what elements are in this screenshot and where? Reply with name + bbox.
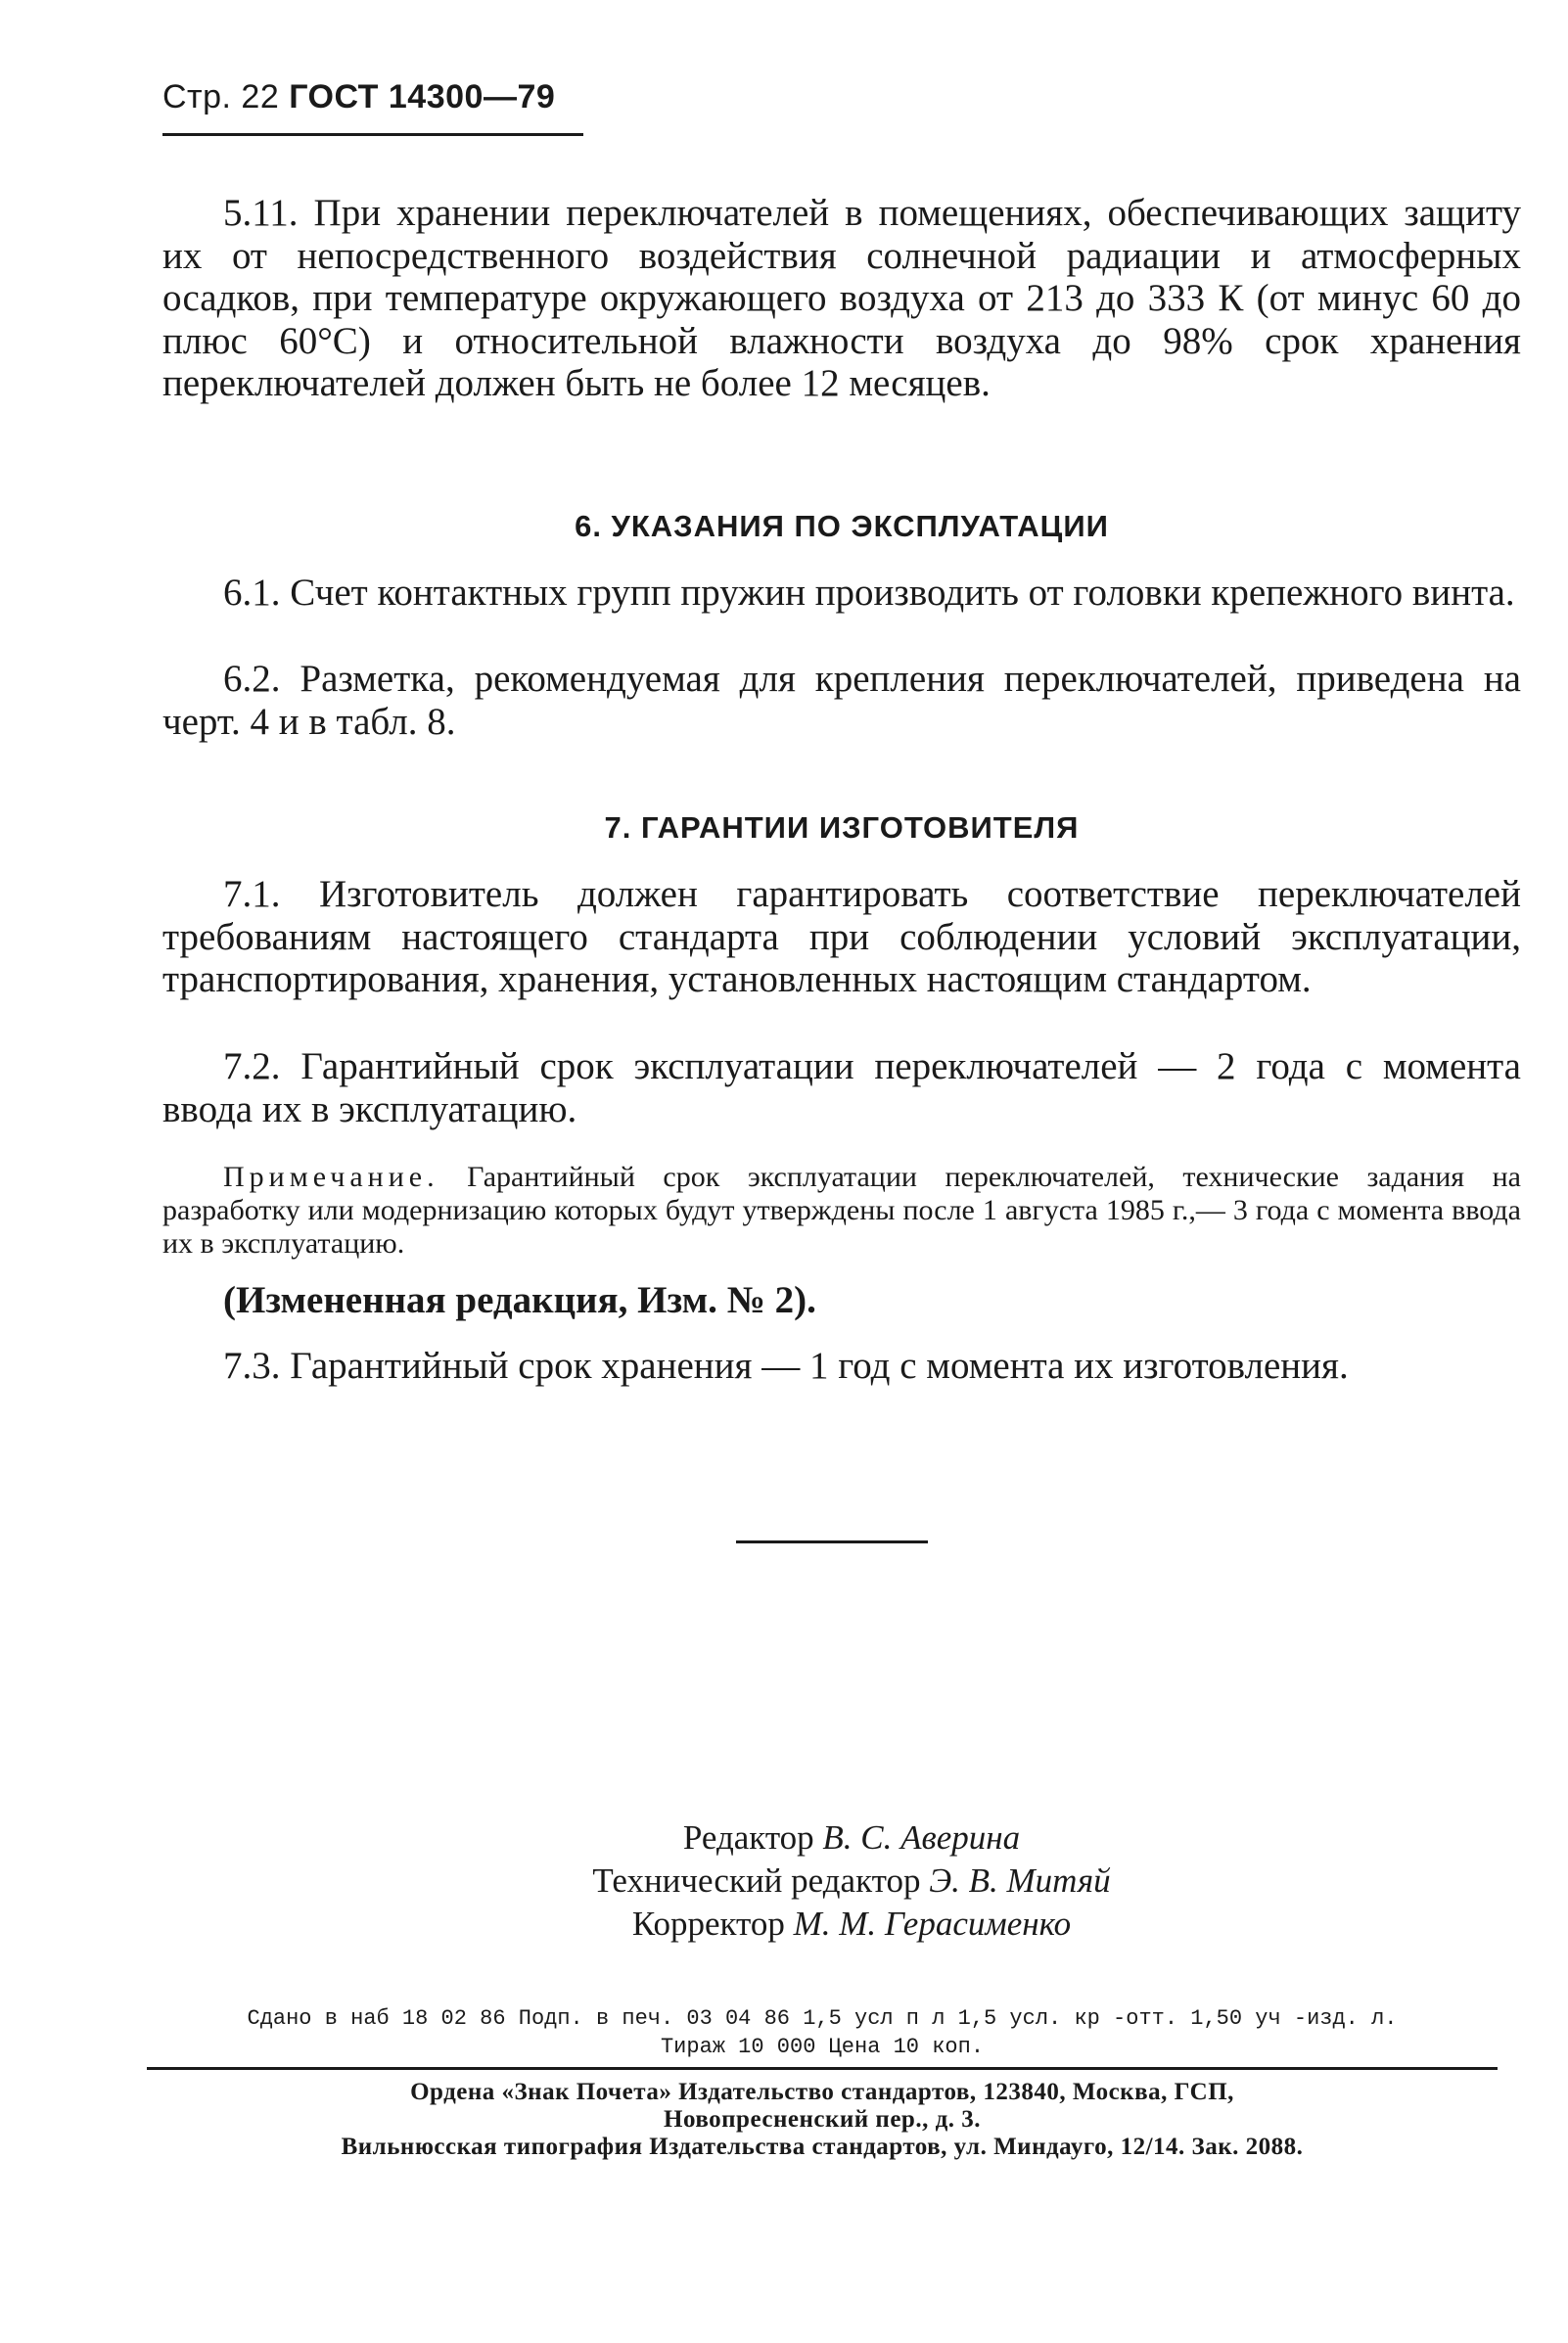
corrector-name: М. М. Герасименко [793,1905,1072,1943]
corrector-row [529,1903,1175,1946]
header-rule [162,133,583,136]
credits [529,1816,1175,1946]
page-number: Стр. 22 [162,78,280,115]
imprint-rule [147,2067,1498,2070]
publisher-line-1: Ордена «Знак Почета» Издательство стандартов, 123840, Москва, ГСП, [410,2079,1234,2105]
tech-editor-row [529,1860,1175,1903]
section-6-title: 6. УКАЗАНИЯ ПО ЭКСПЛУАТАЦИИ [575,509,1109,543]
standard-number: ГОСТ 14300—79 [289,78,556,115]
editor-name: В. С. Аверина [822,1818,1021,1857]
publisher-line-2: Новопресненский пер., д. 3. [664,2106,981,2133]
corrector-label: Корректор [631,1905,785,1943]
revision-note: (Измененная редакция, Изм. № 2). [223,1279,816,1321]
paragraph-7-1: 7.1. Изготовитель должен гарантировать соответствие переключателей требованиям настоящего стандарта при соблюдении условий эксплуатации, транспортирования, хранения, установленных настоящим стандартом. [162,873,1521,1000]
paragraph-6-2: 6.2. Разметка, рекомендуемая для крепления переключателей, приведена на черт. 4 и в табл. 8. [162,658,1521,743]
paragraph-7-2: 7.2. Гарантийный срок эксплуатации переключателей — 2 года с момента ввода их в эксплуатацию. [162,1045,1521,1130]
page-header [162,78,555,116]
editor-label: Редактор [682,1818,814,1857]
imprint-line-1: Сдано в наб 18 02 86 Подп. в печ. 03 04 86 1,5 усл п л 1,5 усл. кр -отт. 1,50 уч -изд. л. [247,2006,1398,2031]
note [162,1161,1521,1261]
end-divider [736,1540,928,1543]
note-label: Примечание. [223,1161,439,1193]
paragraph-7-3: 7.3. Гарантийный срок хранения — 1 год с момента их изготовления. [223,1345,1349,1387]
editor-row [529,1816,1175,1860]
paragraph-5-11: 5.11. При хранении переключателей в помещениях, обеспечивающих защиту их от непосредственного воздействия солнечной радиации и атмосферных осадков, при температуре окружающего воздуха от 213 до 333 К (от минус 60 до плюс 60°С) и относительной влажности воздуха до 98% срок хранения переключателей должен быть не более 12 месяцев. [162,192,1521,404]
tech-editor-name: Э. В. Митяй [929,1861,1111,1900]
print-imprint [147,2004,1498,2061]
publisher-line-3: Вильнюсская типография Издательства стандартов, ул. Миндауго, 12/14. Зак. 2088. [341,2134,1304,2160]
note-text: Гарантийный срок эксплуатации переключателей, технические задания на разработку или модернизацию которых будут утверждены после 1 августа 1985 г.,— 3 года с момента ввода их в эксплуатацию. [162,1161,1521,1260]
paragraph-6-1: 6.1. Счет контактных групп пружин производить от головки крепежного винта. [223,572,1515,614]
section-7-title: 7. ГАРАНТИИ ИЗГОТОВИТЕЛЯ [604,810,1080,845]
publisher-info [147,2079,1498,2161]
imprint-line-2: Тираж 10 000 Цена 10 коп. [660,2035,985,2059]
tech-editor-label: Технический редактор [592,1861,921,1900]
